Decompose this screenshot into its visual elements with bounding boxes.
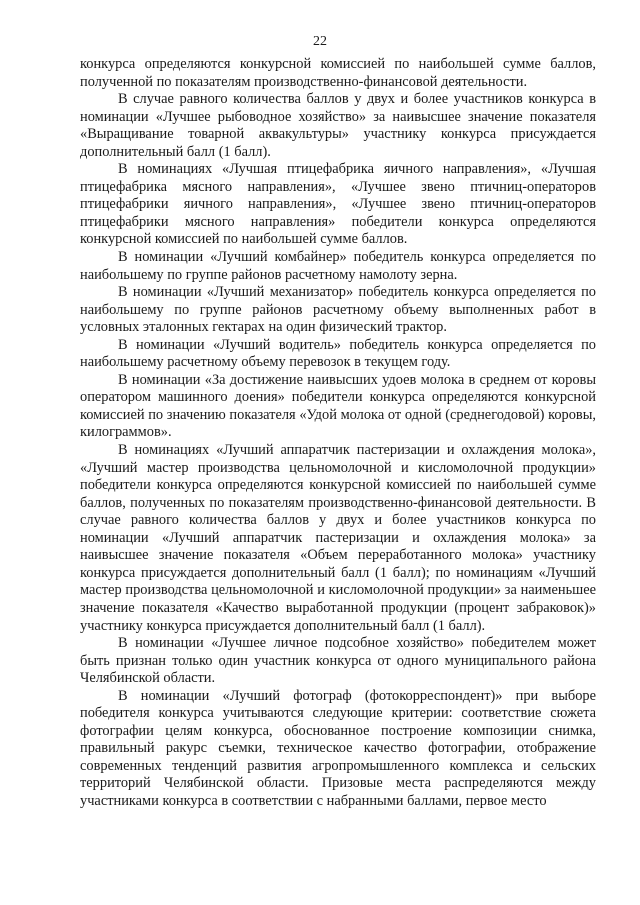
paragraph-best-driver: В номинации «Лучший водитель» победитель конкурса определяется по наибольшему расчетному объему перевозок в текущем году. xyxy=(80,336,596,371)
document-body xyxy=(80,56,596,811)
paragraph-photographer: В номинации «Лучший фотограф (фотокорреспондент)» при выборе победителя конкурса учитываются следующие критерии: соответствие сюжета фотографии целям конкурса, обоснованное построение композиции снимка, правильный ракурс съемки, техническое качество фотографии, отображение современных тенденций развития агропромышленного комплекса и сельских территорий Челябинской области. Призовые места распределяются между участниками конкурса в соответствии с набранными баллами, первое место xyxy=(80,687,596,809)
paragraph-poultry-nominations: В номинациях «Лучшая птицефабрика яичного направления», «Лучшая птицефабрика мясного направления», «Лучшее звено птичниц-операторов птицефабрики яичного направления», «Лучшее звено птичниц-операторов птицефабрики мясного направления» победители конкурса определяются конкурсной комиссией по наибольшей сумме баллов. xyxy=(80,161,596,248)
paragraph-best-machine-operator: В номинации «Лучший механизатор» победитель конкурса определяется по наибольшему по группе районов расчетному объему выполненных работ в условных эталонных гектарах на один физический трактор. xyxy=(80,284,596,336)
paragraph-continuation: конкурса определяются конкурсной комиссией по наибольшей сумме баллов, полученной по показателям производственно-финансовой деятельности. xyxy=(80,56,596,90)
paragraph-personal-farm: В номинации «Лучшее личное подсобное хозяйство» победителем может быть признан только один участник конкурса от одного муниципального района Челябинской области. xyxy=(80,635,596,687)
page-number: 22 xyxy=(313,34,327,49)
paragraph-milk-yield: В номинации «За достижение наивысших удоев молока в среднем от коровы оператором машинного доения» победители конкурса определяются конкурсной комиссией по значению показателя «Удой молока от одной (среднегодовой) коровы, килограммов». xyxy=(80,371,596,441)
paragraph-best-combiner: В номинации «Лучший комбайнер» победитель конкурса определяется по наибольшему по группе районов расчетному намолоту зерна. xyxy=(80,249,596,283)
paragraph-fish-farm-tiebreak: В случае равного количества баллов у двух и более участников конкурса в номинации «Лучшее рыбоводное хозяйство» за наивысшее значение показателя «Выращивание товарной аквакультуры» участнику конкурса присуждается дополнительный балл (1 балл). xyxy=(80,91,596,160)
paragraph-dairy-nominations: В номинациях «Лучший аппаратчик пастеризации и охлаждения молока», «Лучший мастер производства цельномолочной и кисломолочной продукции» победители конкурса определяются конкурсной комиссией по наибольшей сумме баллов, полученных по показателям производственно-финансовой деятельности. В случае равного количества баллов у двух и более участников конкурса по номинации «Лучший аппаратчик пастеризации и охлаждения молока» за наивысшее значение показателя «Объем переработанного молока» участнику конкурса присуждается дополнительный балл (1 балл); по номинациям «Лучший мастер производства цельномолочной и кисломолочной продукции» за наименьшее значение показателя «Качество выработанной продукции (процент забраковок)» участнику конкурса присуждается дополнительный балл (1 балл). xyxy=(80,442,596,634)
